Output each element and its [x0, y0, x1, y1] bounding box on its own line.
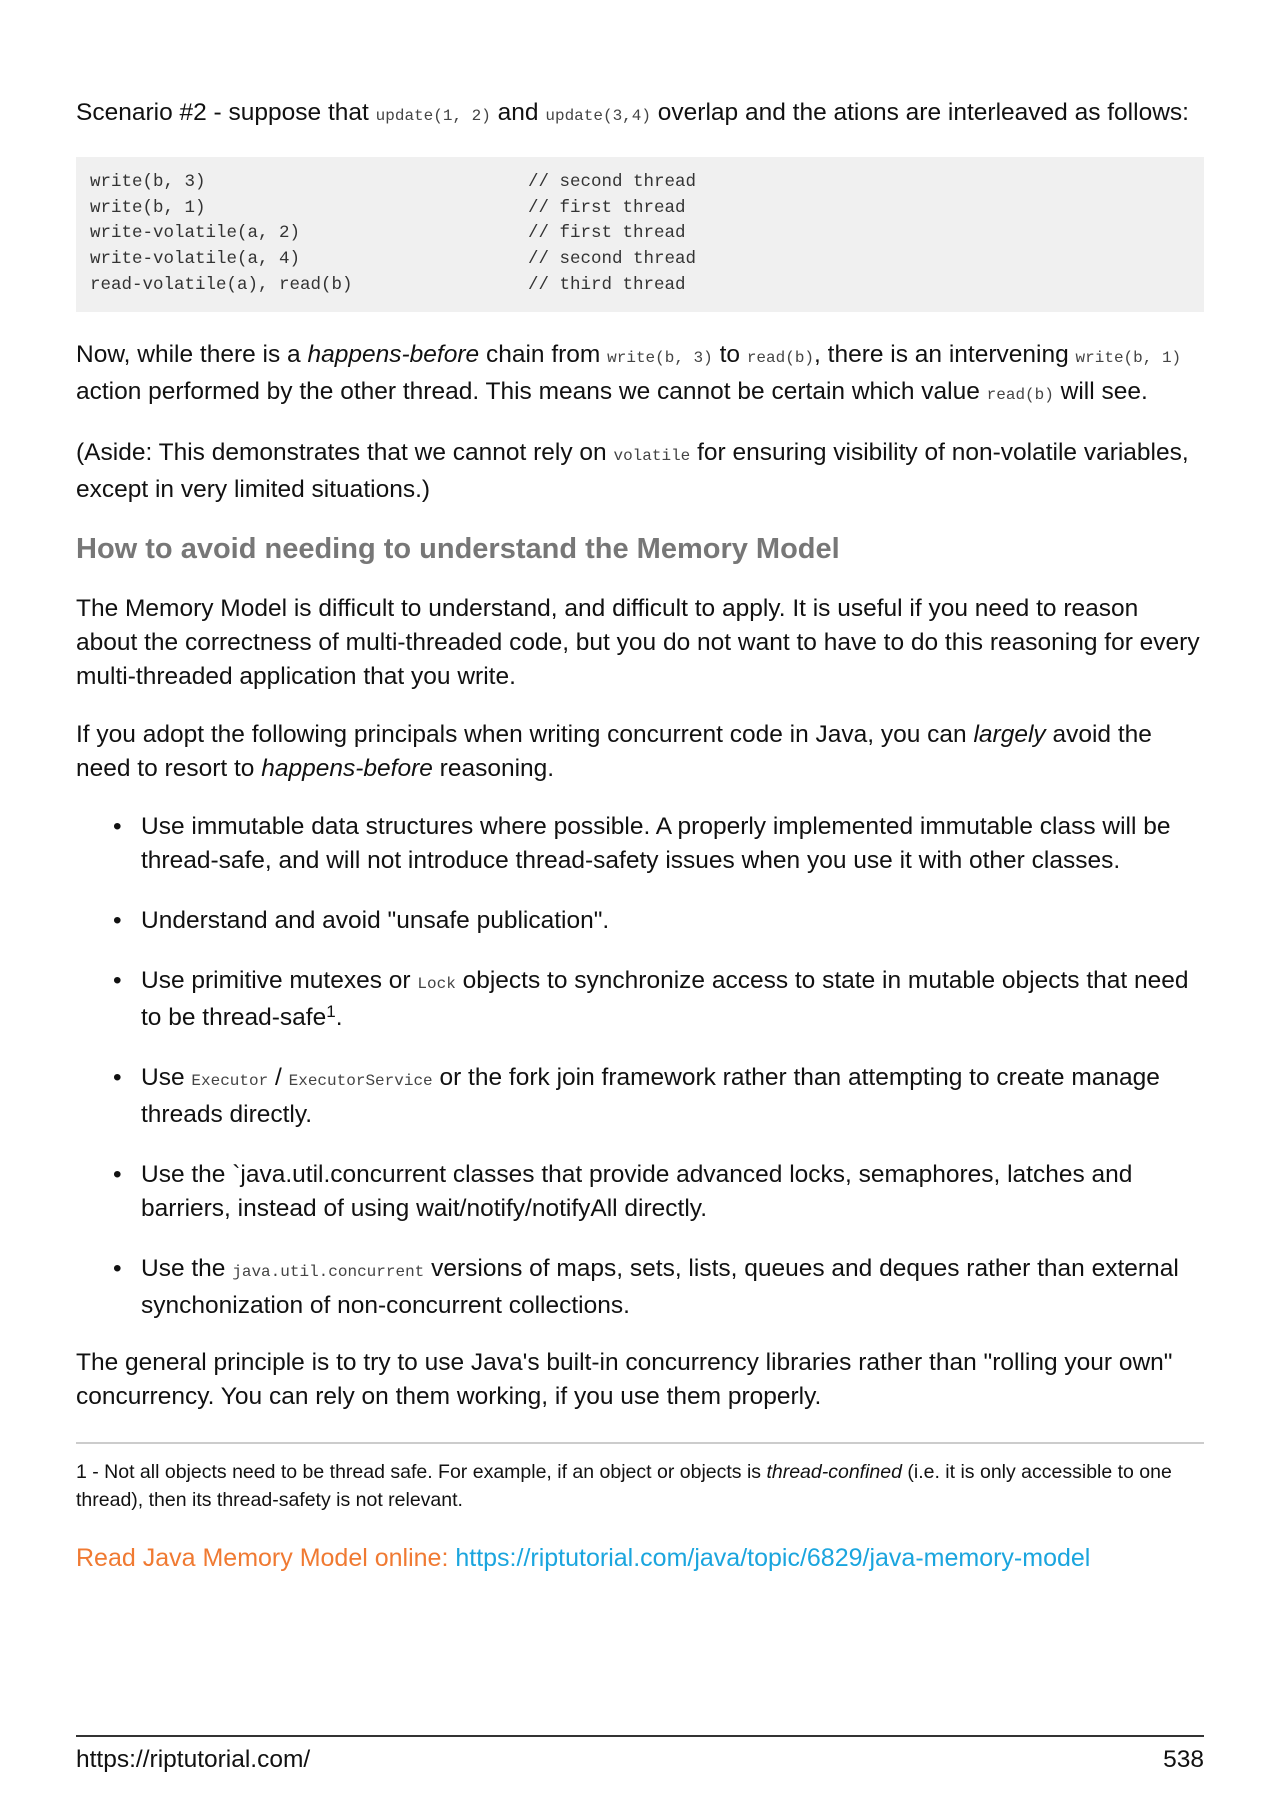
inline-code: write(b, 1): [1075, 348, 1182, 367]
list-item: • Use immutable data structures where possible. A properly implemented immutable class will be thread-safe, and will not introduce thread-safety issues when you use it with other classes.: [76, 810, 1204, 878]
read-online-label: Read Java Memory Model online:: [76, 1543, 456, 1572]
list-item: • Understand and avoid "unsafe publication".: [76, 904, 1204, 938]
inline-code: read(b): [986, 385, 1054, 404]
footer-site-url: https://riptutorial.com/: [76, 1746, 311, 1773]
page-content: [76, 96, 1204, 1575]
code-block: [76, 157, 1204, 312]
code-line: read-volatile(a), read(b) // third thread: [90, 274, 686, 295]
list-item: • Use primitive mutexes or Lock objects to synchronize access to state in mutable objects that need to be thread-safe$^1$.: [76, 964, 1204, 1035]
principles-list: [76, 810, 1204, 1323]
inline-code: write(b, 3): [607, 348, 713, 367]
footnote-divider: [76, 1442, 1204, 1444]
adopt-paragraph: If you adopt the following principals when writing concurrent code in Java, you can largely avoid the need to resort to happens-before reasoning.: [76, 720, 1152, 782]
aside-paragraph: (Aside: This demonstrates that we cannot rely on volatile for ensuring visibility of non-volatile variables, except in very limited situations.): [76, 438, 1189, 503]
inline-code: Executor: [191, 1071, 269, 1090]
bullet-icon: •: [113, 1160, 122, 1188]
inline-code: update(1, 2): [375, 107, 491, 125]
footnote: 1 - Not all objects need to be thread safe. For example, if an object or objects is thread-confined (i.e. it is only accessible to one thread), then its thread-safety is not relevant.: [76, 1460, 1172, 1511]
page-number: 538: [1163, 1746, 1204, 1773]
inline-code: update(3,4): [545, 107, 651, 125]
read-online: [76, 1541, 1204, 1575]
list-item: • Use Executor / ExecutorService or the fork join framework rather than attempting to create manage threads directly.: [76, 1061, 1204, 1132]
bullet-icon: •: [113, 812, 122, 840]
bullet-icon: •: [113, 1063, 122, 1091]
bullet-icon: •: [113, 1254, 122, 1282]
list-item: • Use the java.util.concurrent versions of maps, sets, lists, queues and deques rather than external synchonization of non-concurrent collections.: [76, 1252, 1204, 1323]
intro-paragraph: The Memory Model is difficult to understand, and difficult to apply. It is useful if you need to reason about the correctness of multi-threaded code, but you do not want to have to do this reasoning for every multi-threaded application that you write.: [76, 594, 1200, 690]
happens-before-paragraph: Now, while there is a happens-before chain from write(b, 3) to read(b), there is an intervening write(b, 1) action performed by the other thread. This means we cannot be certain which value read(b) will see.: [76, 340, 1182, 405]
code-line: write-volatile(a, 4) // second thread: [90, 249, 697, 270]
bullet-icon: •: [113, 906, 122, 934]
list-item: • Use the `java.util.concurrent classes that provide advanced locks, semaphores, latches and barriers, instead of using wait/notify/notifyAll directly.: [76, 1158, 1204, 1226]
footnote-ref[interactable]: 1: [326, 1001, 336, 1021]
inline-code: read(b): [746, 348, 815, 367]
section-heading: How to avoid needing to understand the Memory Model: [76, 532, 840, 565]
code-line: write(b, 1) // first thread: [90, 197, 686, 218]
topic-link[interactable]: https://riptutorial.com/java/topic/6829/java-memory-model: [455, 1543, 1091, 1572]
inline-code: volatile: [613, 446, 691, 465]
bullet-icon: •: [113, 966, 122, 994]
inline-code: ExecutorService: [288, 1071, 433, 1090]
inline-code: Lock: [417, 974, 456, 993]
scenario-paragraph: Scenario #2 - suppose that update(1, 2) and update(3,4) overlap and the ations are interleaved as follows:: [76, 99, 1189, 126]
page-footer: [76, 1735, 1204, 1777]
inline-code: java.util.concurrent: [232, 1262, 425, 1281]
code-line: write(b, 3) // second thread: [90, 172, 697, 192]
general-principle-paragraph: The general principle is to try to use Java's built-in concurrency libraries rather than "rolling your own" concurrency. You can rely on them working, if you use them properly.: [76, 1348, 1173, 1410]
code-line: write-volatile(a, 2) // first thread: [90, 223, 686, 244]
